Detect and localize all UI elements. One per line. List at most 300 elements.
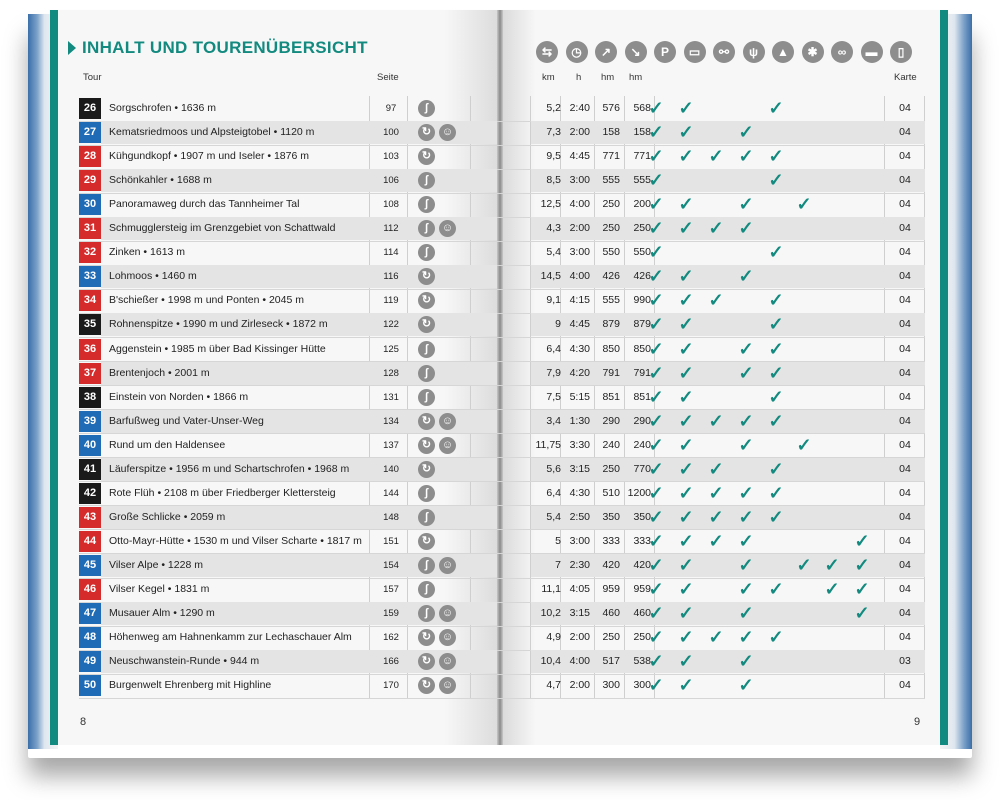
check-icon: ✓ xyxy=(678,98,694,118)
check-icon: ✓ xyxy=(678,146,694,167)
tour-h: 4:30 xyxy=(569,486,590,499)
check-icon: ✓ xyxy=(768,458,784,479)
check-icon: ✓ xyxy=(708,482,724,503)
check-icon: ✓ xyxy=(678,266,694,287)
tour-page: 125 xyxy=(383,343,399,355)
check-icon: ✓ xyxy=(768,386,784,407)
tour-page: 116 xyxy=(383,271,399,283)
kids-icon: ☺ xyxy=(439,124,456,141)
route-icon: ʃ xyxy=(418,509,435,526)
check-icon: ✓ xyxy=(648,410,664,431)
tour-hm-up: 517 xyxy=(602,655,620,668)
tour-map: 04 xyxy=(899,558,911,571)
loop-route-icon: ↻ xyxy=(418,437,435,454)
tour-hm-down: 290 xyxy=(633,414,651,427)
tour-map: 04 xyxy=(899,126,911,139)
tour-number: 38 xyxy=(79,387,101,408)
row-divider xyxy=(79,698,925,699)
tour-map: 03 xyxy=(899,655,911,668)
tour-number: 29 xyxy=(79,170,101,191)
tour-map: 04 xyxy=(899,631,911,644)
check-icon: ✓ xyxy=(768,314,784,335)
kids-icon: ☺ xyxy=(439,653,456,670)
tour-h: 1:30 xyxy=(569,414,590,427)
check-icon: ✓ xyxy=(708,506,724,527)
tour-km: 5,6 xyxy=(546,462,561,475)
table-row[interactable] xyxy=(79,458,925,481)
check-icon: ✓ xyxy=(678,603,694,624)
check-icon: ✓ xyxy=(648,314,664,335)
tour-page: 140 xyxy=(383,463,399,475)
tour-name: Zinken • 1613 m xyxy=(109,246,186,259)
row-shading xyxy=(531,121,925,144)
tour-number: 39 xyxy=(79,411,101,432)
tour-h: 3:30 xyxy=(569,438,590,451)
tour-name: Otto-Mayr-Hütte • 1530 m und Vilser Scharte • 1817 m xyxy=(109,534,362,547)
tour-h: 2:40 xyxy=(569,102,590,114)
tour-h: 2:00 xyxy=(569,631,590,644)
tour-km: 11,75 xyxy=(535,438,561,451)
table-row[interactable] xyxy=(79,265,925,288)
header-seite: Seite xyxy=(377,72,399,83)
row-shading xyxy=(531,458,925,481)
check-icon: ✓ xyxy=(678,458,694,479)
tour-hm-up: 555 xyxy=(602,174,620,187)
check-icon: ✓ xyxy=(824,579,840,599)
row-shading xyxy=(531,506,925,529)
route-icon: ʃ xyxy=(418,172,435,189)
tour-hm-up: 550 xyxy=(602,246,620,259)
tour-map: 04 xyxy=(899,198,911,211)
tour-number: 37 xyxy=(79,363,101,384)
table-row[interactable] xyxy=(79,289,925,312)
tour-map: 04 xyxy=(899,150,911,163)
check-icon: ✓ xyxy=(854,554,870,575)
check-icon: ✓ xyxy=(768,290,784,311)
tour-number: 47 xyxy=(79,603,101,624)
tour-page: 119 xyxy=(383,295,399,307)
tour-h: 2:00 xyxy=(569,679,590,692)
table-row[interactable] xyxy=(79,434,925,457)
tour-hm-up: 771 xyxy=(602,150,620,163)
check-icon: ✓ xyxy=(738,338,754,359)
row-shading xyxy=(531,313,925,336)
check-icon: ✓ xyxy=(738,482,754,503)
tour-hm-up: 426 xyxy=(602,270,620,283)
tour-name: Barfußweg und Vater-Unser-Weg xyxy=(109,414,264,427)
tour-map: 04 xyxy=(899,390,911,403)
table-row[interactable] xyxy=(79,506,925,529)
check-icon: ✓ xyxy=(768,579,784,599)
tour-h: 4:45 xyxy=(569,150,590,163)
tour-map: 04 xyxy=(899,438,911,451)
check-icon: ✓ xyxy=(738,530,754,551)
route-icon: ʃ xyxy=(418,100,435,117)
check-icon: ✓ xyxy=(796,434,812,455)
tour-hm-down: 200 xyxy=(633,198,651,211)
tour-km: 10,4 xyxy=(540,655,561,668)
check-icon: ✓ xyxy=(768,242,784,263)
route-icon: ʃ xyxy=(418,389,435,406)
right-accent-bar xyxy=(940,10,948,745)
tour-hm-up: 959 xyxy=(602,583,620,595)
mountain-hut-icon: ▲ xyxy=(772,41,794,63)
tour-km: 6,4 xyxy=(546,486,561,499)
route-icon: ʃ xyxy=(418,485,435,502)
tour-hm-down: 350 xyxy=(633,510,651,523)
tour-name: Läuferspitze • 1956 m und Schartschrofen • 1968 m xyxy=(109,462,350,475)
table-row[interactable] xyxy=(79,121,925,144)
check-icon: ✓ xyxy=(768,627,784,648)
tour-h: 4:00 xyxy=(569,655,590,668)
tour-name: Große Schlicke • 2059 m xyxy=(109,510,226,523)
tour-hm-up: 350 xyxy=(602,510,620,523)
table-row[interactable] xyxy=(79,626,925,649)
check-icon: ✓ xyxy=(648,506,664,527)
tour-map: 04 xyxy=(899,270,911,283)
check-icon: ✓ xyxy=(678,218,694,239)
kids-icon: ☺ xyxy=(439,220,456,237)
kids-icon: ☺ xyxy=(439,557,456,574)
tour-name: Burgenwelt Ehrenberg mit Highline xyxy=(109,679,272,692)
chevron-right-icon xyxy=(68,41,76,55)
tour-number: 49 xyxy=(79,651,101,672)
tour-hm-up: 576 xyxy=(602,102,620,114)
ascent-icon: ↗ xyxy=(595,41,617,63)
tour-page: 154 xyxy=(383,559,399,571)
tour-page: 144 xyxy=(383,487,399,499)
table-row[interactable] xyxy=(79,386,925,409)
check-icon: ✓ xyxy=(648,266,664,287)
tour-hm-up: 420 xyxy=(602,558,620,571)
tour-km: 11,1 xyxy=(541,583,561,595)
row-shading xyxy=(531,362,925,385)
check-icon: ✓ xyxy=(648,122,664,143)
check-icon: ✓ xyxy=(708,530,724,551)
check-icon: ✓ xyxy=(648,530,664,551)
check-icon: ✓ xyxy=(648,170,664,191)
check-icon: ✓ xyxy=(708,146,724,167)
check-icon: ✓ xyxy=(648,627,664,648)
check-icon: ✓ xyxy=(648,146,664,167)
tour-km: 7,5 xyxy=(546,390,561,403)
tour-name: Aggenstein • 1985 m über Bad Kissinger Hütte xyxy=(109,342,326,355)
check-icon: ✓ xyxy=(648,362,664,383)
check-icon: ✓ xyxy=(678,651,694,672)
check-icon: ✓ xyxy=(678,362,694,383)
tour-hm-up: 851 xyxy=(602,390,620,403)
tour-number: 46 xyxy=(79,579,101,600)
check-icon: ✓ xyxy=(678,434,694,455)
table-row[interactable] xyxy=(79,578,925,601)
table-row[interactable] xyxy=(79,313,925,336)
winter-icon: ✱ xyxy=(802,41,824,63)
check-icon: ✓ xyxy=(738,554,754,575)
tour-h: 3:15 xyxy=(569,607,590,620)
kids-icon: ☺ xyxy=(439,413,456,430)
table-row[interactable] xyxy=(79,650,925,673)
check-icon: ✓ xyxy=(708,627,724,648)
tour-page: 131 xyxy=(383,391,399,403)
check-icon: ✓ xyxy=(768,98,784,118)
parking-icon: P xyxy=(654,41,676,63)
tour-map: 04 xyxy=(899,607,911,620)
route-icon: ʃ xyxy=(418,581,435,598)
tour-hm-down: 333 xyxy=(633,534,651,547)
header-tour: Tour xyxy=(83,72,102,83)
descent-icon: ↘ xyxy=(625,41,647,63)
row-shading xyxy=(531,410,925,433)
check-icon: ✓ xyxy=(738,410,754,431)
tour-km: 7,9 xyxy=(546,366,561,379)
tour-number: 40 xyxy=(79,435,101,456)
header-hm-up: hm xyxy=(601,72,615,83)
check-icon: ✓ xyxy=(678,122,694,143)
check-icon: ✓ xyxy=(738,266,754,287)
tour-hm-down: 420 xyxy=(633,558,651,571)
check-icon: ✓ xyxy=(738,362,754,383)
tour-map: 04 xyxy=(899,486,911,499)
check-icon: ✓ xyxy=(648,603,664,624)
check-icon: ✓ xyxy=(648,242,664,263)
header-icon-row xyxy=(536,41,920,63)
tour-map: 04 xyxy=(899,414,911,427)
route-icon: ʃ xyxy=(418,196,435,213)
tour-page: 97 xyxy=(385,103,397,114)
check-icon: ✓ xyxy=(768,362,784,383)
tour-h: 2:00 xyxy=(569,222,590,235)
tour-number: 44 xyxy=(79,531,101,552)
tour-name: Höhenweg am Hahnenkamm zur Lechaschauer Alm xyxy=(109,631,352,644)
tour-hm-up: 879 xyxy=(602,318,620,331)
tour-name: Brentenjoch • 2001 m xyxy=(109,366,210,379)
tour-page: 122 xyxy=(383,319,399,331)
tour-hm-down: 426 xyxy=(633,270,651,283)
tour-km: 5 xyxy=(555,534,561,547)
check-icon: ✓ xyxy=(678,386,694,407)
table-row[interactable] xyxy=(79,97,925,120)
check-icon: ✓ xyxy=(708,218,724,239)
tour-number: 27 xyxy=(79,122,101,143)
tour-hm-up: 250 xyxy=(602,462,620,475)
check-icon: ✓ xyxy=(648,651,664,672)
check-icon: ✓ xyxy=(738,627,754,648)
route-icon: ʃ xyxy=(418,365,435,382)
tour-page: 114 xyxy=(383,247,399,259)
tour-h: 3:00 xyxy=(569,174,590,187)
header-km: km xyxy=(542,72,555,83)
tour-h: 5:15 xyxy=(569,390,590,403)
tour-h: 3:00 xyxy=(569,246,590,259)
row-shading xyxy=(531,265,925,288)
row-shading xyxy=(531,217,925,240)
tour-hm-down: 879 xyxy=(633,318,651,331)
tour-hm-down: 568 xyxy=(633,102,651,114)
table-row[interactable] xyxy=(79,241,925,264)
tour-page: 108 xyxy=(383,199,399,211)
tour-km: 5,2 xyxy=(546,102,561,114)
check-icon: ✓ xyxy=(678,506,694,527)
check-icon: ✓ xyxy=(708,410,724,431)
kids-icon: ☺ xyxy=(439,629,456,646)
tour-name: Neuschwanstein-Runde • 944 m xyxy=(109,655,260,668)
loop-route-icon: ↻ xyxy=(418,316,435,333)
table-row[interactable] xyxy=(79,338,925,361)
tour-number: 26 xyxy=(79,98,101,119)
tour-km: 6,4 xyxy=(546,342,561,355)
loop-route-icon: ↻ xyxy=(418,292,435,309)
tour-hm-up: 240 xyxy=(602,438,620,451)
table-row[interactable] xyxy=(79,674,925,697)
tour-number: 43 xyxy=(79,507,101,528)
tour-km: 8,5 xyxy=(546,174,561,187)
check-icon: ✓ xyxy=(678,579,694,599)
tour-km: 7 xyxy=(555,558,561,571)
check-icon: ✓ xyxy=(738,651,754,672)
signpost-icon: ⇆ xyxy=(536,41,558,63)
check-icon: ✓ xyxy=(738,122,754,143)
left-accent-bar xyxy=(50,10,58,745)
tour-hm-down: 959 xyxy=(633,583,651,595)
clock-icon: ◷ xyxy=(566,41,588,63)
tour-hm-up: 250 xyxy=(602,631,620,644)
tour-hm-down: 538 xyxy=(633,655,651,668)
tour-map: 04 xyxy=(899,679,911,692)
loop-route-icon: ↻ xyxy=(418,677,435,694)
tour-hm-up: 250 xyxy=(602,222,620,235)
tour-number: 36 xyxy=(79,339,101,360)
tour-page: 106 xyxy=(383,175,399,187)
row-shading xyxy=(531,650,925,673)
check-icon: ✓ xyxy=(768,146,784,167)
tour-hm-down: 300 xyxy=(633,679,651,692)
tour-map: 04 xyxy=(899,102,911,114)
loop-route-icon: ↻ xyxy=(418,268,435,285)
tour-hm-up: 510 xyxy=(602,486,620,499)
check-icon: ✓ xyxy=(678,338,694,359)
check-icon: ✓ xyxy=(648,434,664,455)
page-number-right: 9 xyxy=(914,716,921,728)
check-icon: ✓ xyxy=(738,434,754,455)
tour-hm-up: 290 xyxy=(602,414,620,427)
check-icon: ✓ xyxy=(648,482,664,503)
check-icon: ✓ xyxy=(648,290,664,311)
table-row[interactable] xyxy=(79,145,925,168)
route-icon: ʃ xyxy=(418,605,435,622)
tour-km: 9,5 xyxy=(546,150,561,163)
tour-hm-down: 250 xyxy=(633,222,651,235)
tour-name: Lohmoos • 1460 m xyxy=(109,270,197,283)
check-icon: ✓ xyxy=(738,218,754,239)
kids-icon: ☺ xyxy=(439,677,456,694)
check-icon: ✓ xyxy=(796,194,812,215)
tour-name: Vilser Alpe • 1228 m xyxy=(109,558,203,571)
route-icon: ʃ xyxy=(418,341,435,358)
tour-name: Vilser Kegel • 1831 m xyxy=(109,583,210,595)
tour-map: 04 xyxy=(899,342,911,355)
tour-h: 4:15 xyxy=(569,294,590,307)
tour-hm-up: 300 xyxy=(602,679,620,692)
tour-page: 151 xyxy=(383,535,399,547)
check-icon: ✓ xyxy=(738,194,754,215)
tour-hm-down: 770 xyxy=(633,462,651,475)
tour-hm-down: 771 xyxy=(633,150,651,163)
tour-page: 159 xyxy=(383,608,399,620)
table-row[interactable] xyxy=(79,169,925,192)
tour-number: 50 xyxy=(79,675,101,696)
tour-name: Rote Flüh • 2108 m über Friedberger Klettersteig xyxy=(109,486,336,499)
table-row[interactable] xyxy=(79,362,925,385)
tour-name: B'schießer • 1998 m und Ponten • 2045 m xyxy=(109,294,304,307)
check-icon: ✓ xyxy=(768,338,784,359)
tour-name: Panoramaweg durch das Tannheimer Tal xyxy=(109,198,300,211)
tour-number: 31 xyxy=(79,218,101,239)
tour-map: 04 xyxy=(899,294,911,307)
table-row[interactable] xyxy=(79,482,925,505)
tour-name: Einstein von Norden • 1866 m xyxy=(109,390,249,403)
tour-h: 2:50 xyxy=(569,510,590,523)
check-icon: ✓ xyxy=(678,554,694,575)
check-icon: ✓ xyxy=(796,554,812,575)
row-shading xyxy=(531,169,925,192)
table-row[interactable] xyxy=(79,217,925,240)
check-icon: ✓ xyxy=(854,603,870,624)
tour-km: 9,1 xyxy=(546,294,561,307)
tour-km: 7,3 xyxy=(546,126,561,139)
tour-km: 14,5 xyxy=(540,270,561,283)
tour-map: 04 xyxy=(899,462,911,475)
table-row[interactable] xyxy=(79,602,925,625)
loop-route-icon: ↻ xyxy=(418,413,435,430)
tour-km: 12,5 xyxy=(540,198,561,211)
check-icon: ✓ xyxy=(824,554,840,575)
table-row[interactable] xyxy=(79,554,925,577)
tour-km: 10,2 xyxy=(540,607,561,620)
tour-hm-down: 240 xyxy=(633,438,651,451)
tour-name: Rohnenspitze • 1990 m und Zirleseck • 1872 m xyxy=(109,318,328,331)
table-row[interactable] xyxy=(79,193,925,216)
tour-page: 100 xyxy=(383,127,399,139)
check-icon: ✓ xyxy=(648,554,664,575)
table-row[interactable] xyxy=(79,410,925,433)
bed-icon: ▬ xyxy=(861,41,883,63)
tour-h: 2:30 xyxy=(569,558,590,571)
table-row[interactable] xyxy=(79,530,925,553)
tour-hm-down: 460 xyxy=(633,607,651,620)
tour-km: 5,4 xyxy=(546,246,561,259)
tour-hm-up: 333 xyxy=(602,534,620,547)
tour-hm-down: 791 xyxy=(633,366,651,379)
check-icon: ✓ xyxy=(854,530,870,551)
kids-icon: ☺ xyxy=(439,437,456,454)
cable-car-icon: ⚯ xyxy=(713,41,735,63)
tour-page: 166 xyxy=(383,656,399,668)
tour-h: 2:00 xyxy=(569,126,590,139)
check-icon: ✓ xyxy=(678,290,694,311)
check-icon: ✓ xyxy=(678,627,694,648)
tour-km: 5,4 xyxy=(546,510,561,523)
tour-page: 128 xyxy=(383,367,399,379)
tour-map: 04 xyxy=(899,318,911,331)
tour-number: 32 xyxy=(79,242,101,263)
check-icon: ✓ xyxy=(708,290,724,311)
loop-route-icon: ↻ xyxy=(418,148,435,165)
tour-hm-up: 460 xyxy=(602,607,620,620)
tour-number: 42 xyxy=(79,483,101,504)
tour-h: 4:00 xyxy=(569,270,590,283)
route-icon: ʃ xyxy=(418,220,435,237)
tour-number: 28 xyxy=(79,146,101,167)
